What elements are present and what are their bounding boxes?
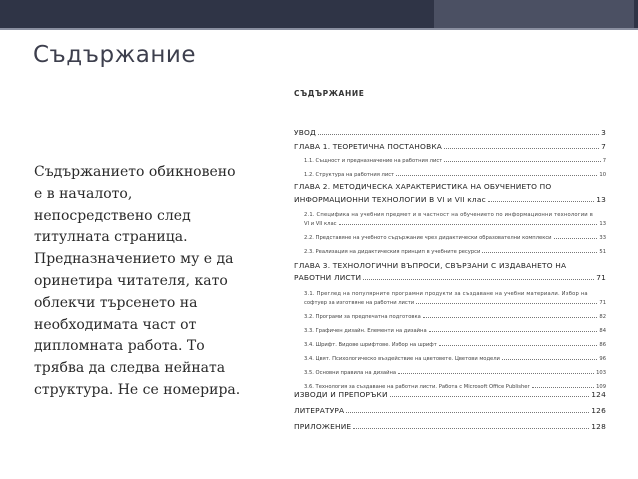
toc-entry <box>294 221 606 227</box>
toc-entry-label: 1.2. Структура на работния лист <box>304 172 395 178</box>
toc-entry-label: ГЛАВА 1. ТЕОРЕТИЧНА ПОСТАНОВКА <box>294 142 443 151</box>
toc-entry-page: 3 <box>601 128 606 137</box>
toc-entry-page: 82 <box>599 314 606 320</box>
toc-entry <box>294 390 606 399</box>
toc-entry-label: 1.1. Същност и предназначение на работния лист <box>304 158 443 164</box>
toc-entry <box>294 370 606 376</box>
toc-entry <box>294 195 606 204</box>
toc-entry-label: VI и VII клас <box>304 221 337 227</box>
toc-entry-page: 10 <box>599 172 606 178</box>
toc-entry <box>294 158 606 164</box>
toc-entry-label: РАБОТНИ ЛИСТИ <box>294 273 362 282</box>
toc-entry-label: ГЛАВА 3. ТЕХНОЛОГИЧНИ ВЪПРОСИ, СВЪРЗАНИ С ИЗДАВАНЕТО НА <box>294 261 567 270</box>
body-line: непосредствено след <box>34 207 191 224</box>
toc-document-image <box>286 84 610 436</box>
toc-entry-page: 128 <box>591 422 606 431</box>
toc-entry-page: 7 <box>601 142 606 151</box>
toc-entry-page: 96 <box>599 356 606 362</box>
toc-entry-label: 2.2. Представяне на учебното съдържание чрез дидактически образователни комплекси <box>304 235 552 241</box>
toc-entry <box>294 342 606 348</box>
toc-entry <box>294 356 606 362</box>
toc-entry-label: 3.4. Цвят. Психологическо въздействие на цветовете. Цветови модели <box>304 356 500 362</box>
toc-entry-label: ГЛАВА 2. МЕТОДИЧЕСКА ХАРАКТЕРИСТИКА НА ОБУЧЕНИЕТО ПО <box>294 182 552 191</box>
toc-entry-label: ПРИЛОЖЕНИЕ <box>294 422 352 431</box>
toc-entry-label: 3.4. Шрифт. Видове шрифтове. Избор на шрифт <box>304 342 437 348</box>
toc-entry-page: 33 <box>599 235 606 241</box>
toc-entry-label: ИНФОРМАЦИОННИ ТЕХНОЛОГИИ В VI и VII клас <box>294 195 486 204</box>
toc-entry-page: 124 <box>591 390 606 399</box>
toc-entry-label: 2.1. Специфика на учебния предмет и в частност на обучението по информационни технологии в <box>304 212 593 218</box>
slide-title: Съдържание <box>33 42 197 68</box>
toc-entry <box>294 128 606 137</box>
toc-entry-page: 71 <box>596 273 606 282</box>
toc-entry-page: 51 <box>599 249 606 255</box>
toc-entry <box>294 235 606 241</box>
toc-entry-label: софтуер за изготвяне на работни листи <box>304 300 415 306</box>
top-banner-divider <box>0 28 638 30</box>
toc-entry-page: 84 <box>599 328 606 334</box>
toc-entry-label: ЛИТЕРАТУРА <box>294 406 345 415</box>
toc-entry-page: 126 <box>591 406 606 415</box>
toc-entry-label: 2.3. Реализация на дидактическия принцип в учебните ресурси <box>304 249 481 255</box>
toc-entry <box>294 142 606 151</box>
toc-entry <box>294 300 606 306</box>
toc-entry-page: 7 <box>602 158 606 164</box>
toc-entry-page: 13 <box>596 195 606 204</box>
toc-entry-label: 3.5. Основни правила на дизайна <box>304 370 397 376</box>
toc-entry <box>294 314 606 320</box>
toc-entry-label: УВОД <box>294 128 316 137</box>
toc-entry-page: 71 <box>599 300 606 306</box>
toc-entry-label: 3.3. Графичен дизайн. Елементи на дизайна <box>304 328 427 334</box>
body-line: дипломната работа. То <box>34 338 205 355</box>
toc-entry <box>294 406 606 415</box>
body-line: оринетира читателя, като <box>34 272 228 289</box>
toc-entry-page: 109 <box>596 384 606 390</box>
body-line: структура. Не се номерира. <box>34 381 241 398</box>
toc-entry-page: 103 <box>596 370 606 376</box>
toc-entry-page: 86 <box>599 342 606 348</box>
toc-entry <box>294 328 606 334</box>
slide-body-text <box>34 162 270 402</box>
toc-entry-label: 3.6. Технология за създаване на работни листи. Работа с Microsoft Office Publisher <box>304 384 530 390</box>
top-banner-accent <box>434 0 634 28</box>
toc-entry-label: 3.2. Програми за предпечатна подготовка <box>304 314 421 320</box>
toc-entry <box>294 249 606 255</box>
toc-entry-label: 3.1. Преглед на популярните програмни продукти за създаване на учебни материали. Избор на <box>304 291 588 297</box>
toc-entry <box>294 273 606 282</box>
body-line: титулната страница. <box>34 229 188 246</box>
toc-document-heading: СЪДЪРЖАНИЕ <box>294 89 365 98</box>
body-line: трябва да следва нейната <box>34 360 226 377</box>
toc-entry-label: ИЗВОДИ И ПРЕПОРЪКИ <box>294 390 388 399</box>
toc-entry <box>294 172 606 178</box>
toc-entry <box>294 422 606 431</box>
body-line: Съдържанието обикновено <box>34 164 236 180</box>
toc-entry-page: 13 <box>599 221 606 227</box>
body-line: Предназначението му е да <box>34 251 234 268</box>
body-line: необходимата част от <box>34 316 197 333</box>
body-line: е в началото, <box>34 185 133 202</box>
body-line: облекчи търсенето на <box>34 294 198 311</box>
